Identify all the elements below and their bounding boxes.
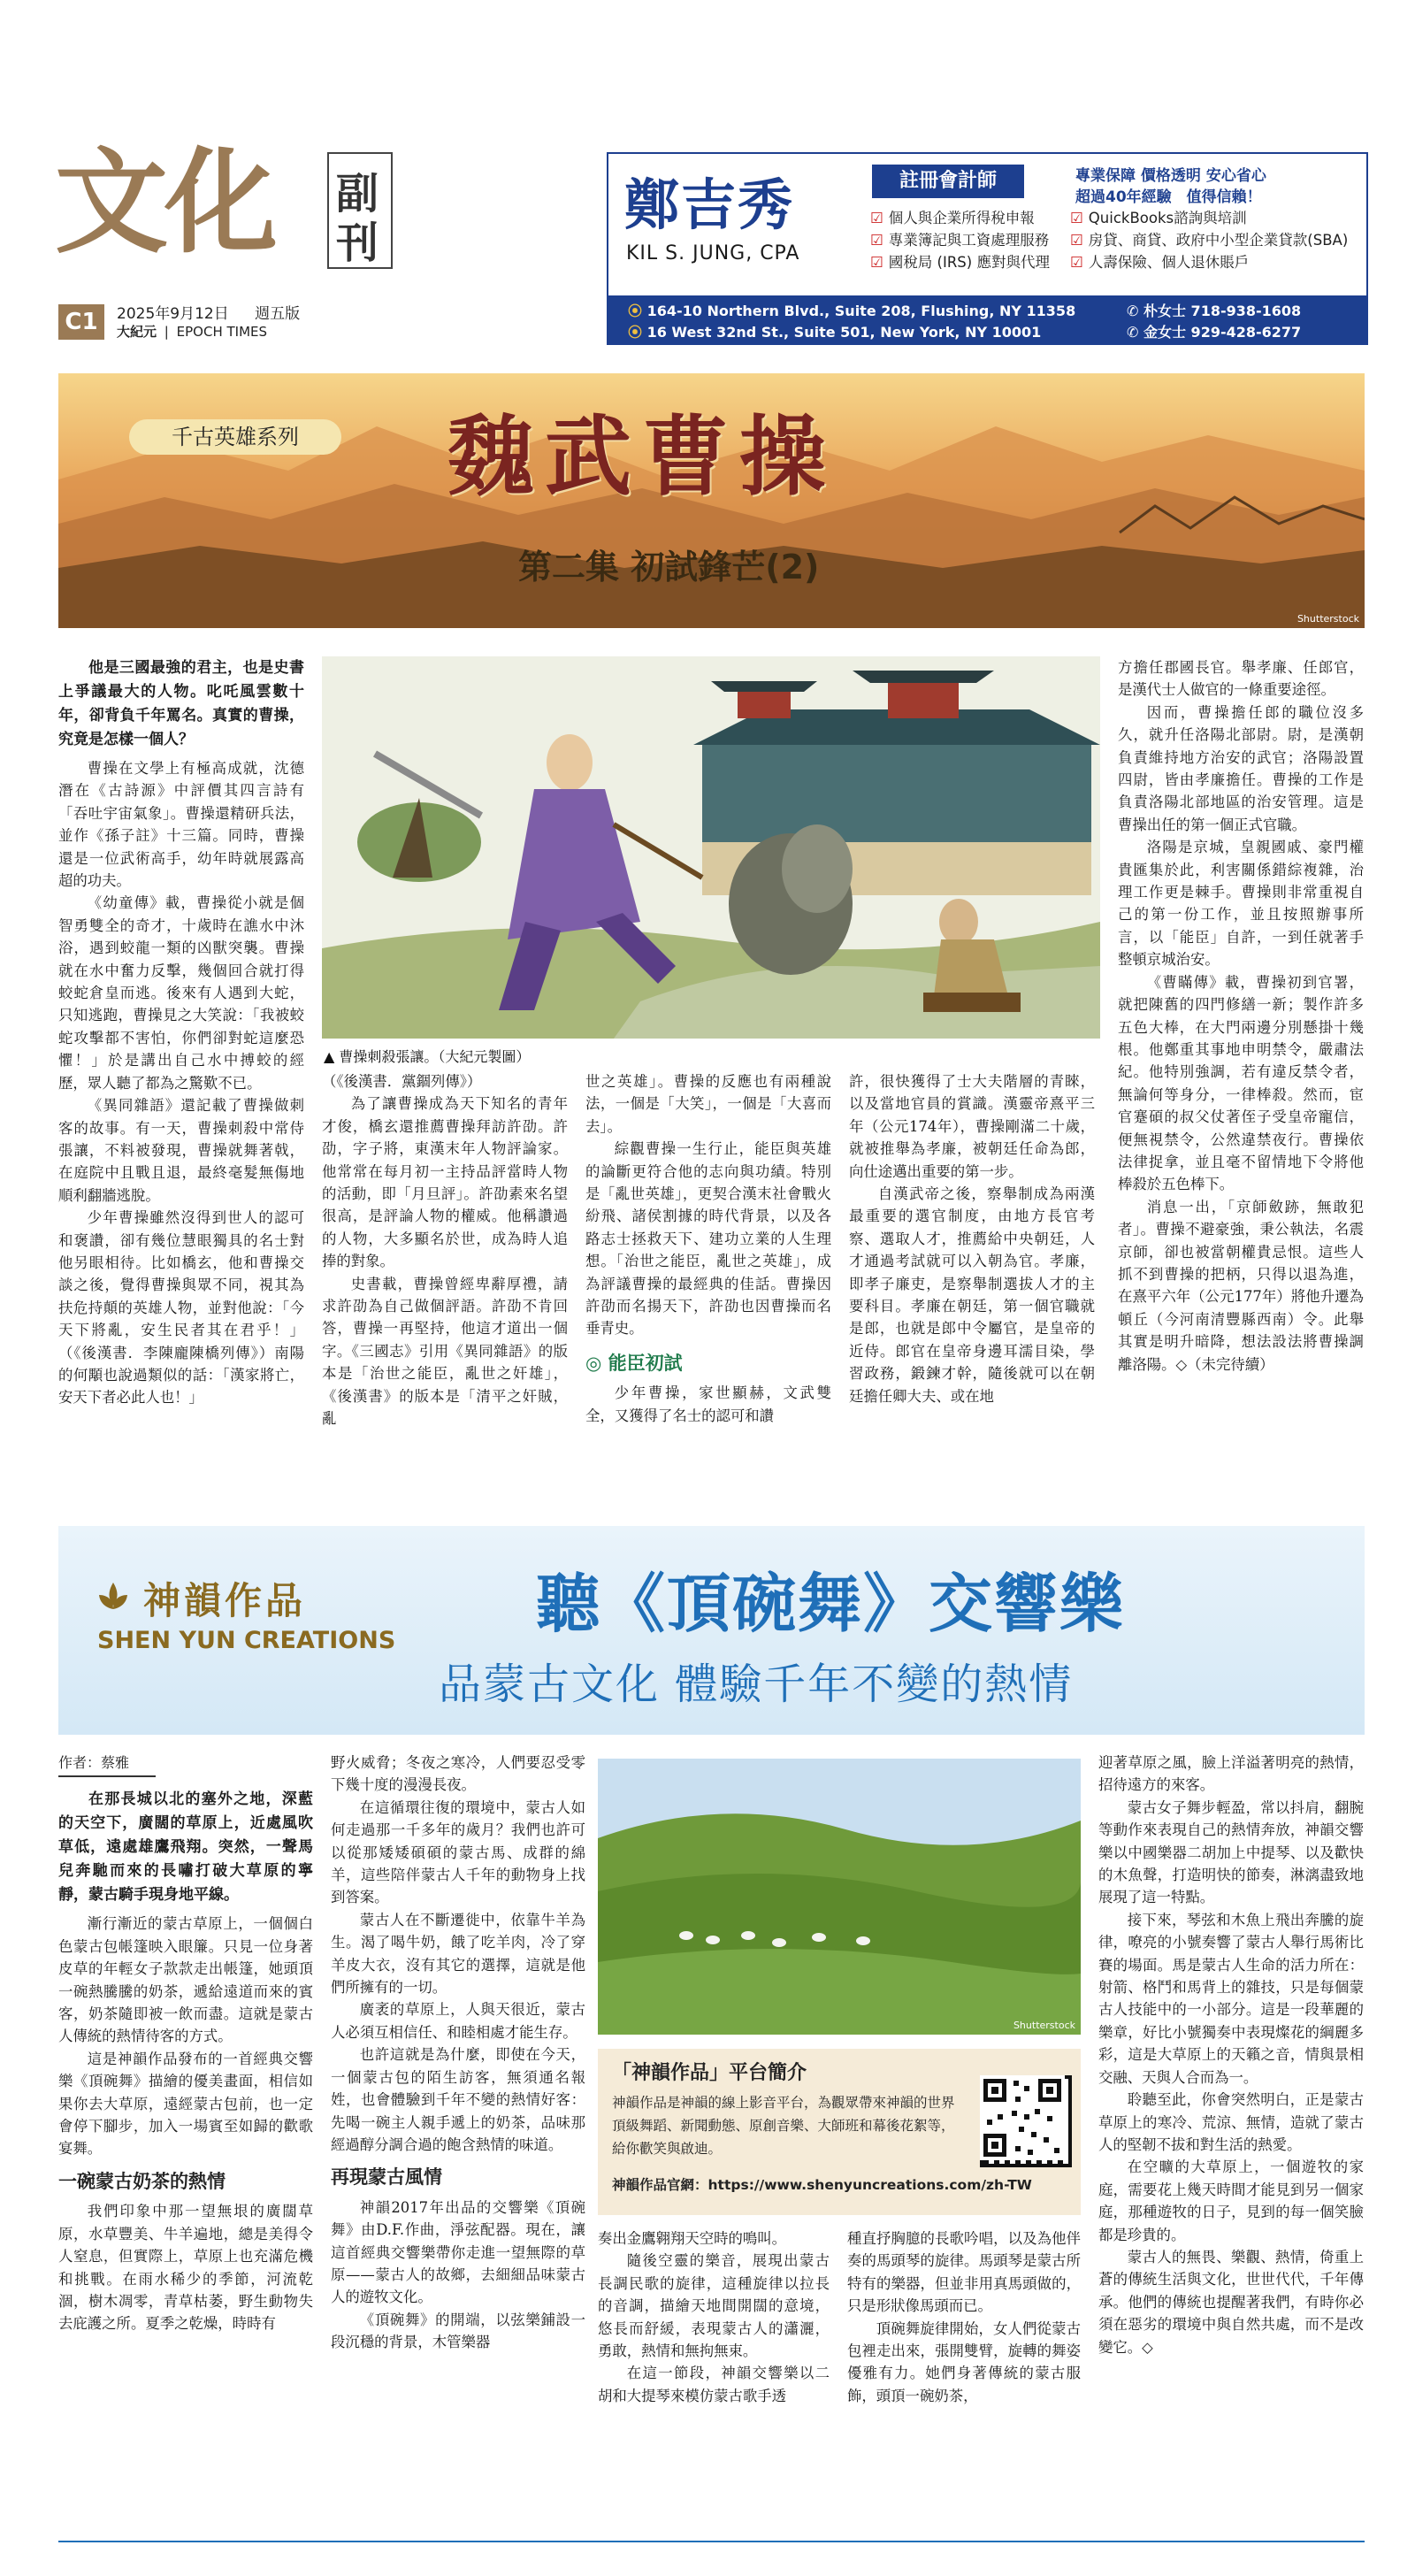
date-text: 2025年9月12日 [117,305,229,323]
article1-paragraph: 少年曹操，家世顯赫，文武雙全，又獲得了名士的認可和讚 [585,1384,831,1424]
heading-bullet-icon: ◎ [585,1352,608,1374]
article1-lead: 他是三國最強的君主，也是史書上爭議最大的人物。叱吒風雲數十年，卻背負千年罵名。真實的曹操，究竟是怎樣一個人？ [58,659,304,748]
article1-paragraph: 洛陽是京城，皇親國戚、豪門權貴匯集於此，利害關係錯綜複雜，治理工作更是棘手。曹操則非常重視自己的第一份工作，並且按照辦事所言，以「能臣」自許，一到任就著手整頓京城治安。 [1118,839,1364,969]
ad-contact-bar [608,295,1366,343]
article1-paragraph: 為了讓曹操成為天下知名的青年才俊，橋玄還推薦曹操拜訪許劭。許劭，字子將，東漢末年人物評論家。他常常在每月初一主持品評當時人物的活動，即「月旦評」。許劭素來名望很高，是評論人物的權威。他稱讚過的人物，大多顯名於世，成為時人追捧的對象。 [322,1095,568,1270]
checkbox-icon: ☑ [1070,232,1083,249]
shenyun-paragraph: 頂碗舞旋律開始，女人們從蒙古包裡走出來，張開雙臂，旋轉的舞姿優雅有力。她們身著傳統的蒙古服飾，頭頂一碗奶茶， [847,2319,1081,2404]
shenyun-paragraph: 也許這就是為什麼，即使在今天，一個蒙古包的陌生訪客，無須通名報姓，也會體驗到千年不變的熱情好客：先喝一碗主人親手遞上的奶茶，品味那經過醇分調合過的飽含熱情的味道。 [331,2046,585,2153]
ad-service-item: ☑ 國稅局 (IRS) 應對與代理 [870,254,1050,271]
checkbox-icon: ☑ [870,254,883,271]
promo-website[interactable] [612,2174,1032,2194]
shenyun-paragraph: 這是神韻作品發布的一首經典交響樂《頂碗舞》描繪的優美畫面，相信如果你去大草原，遠經蒙古包前，也一定會停下腳步，加入一場賓至如歸的歡歌宴舞。 [58,2050,313,2158]
shenyun-paragraph: 神韻2017年出品的交響樂《頂碗舞》由D.F.作曲，淨弦配器。現在，讓這首經典交響樂帶你走進一望無際的草原——蒙古人的故鄉，去細細品味蒙古人的遊牧文化。 [331,2198,585,2306]
paper-en: EPOCH TIMES [176,324,268,340]
ad-service-item: ☑ 房貸、商貸、政府中小型企業貸款(SBA) [1070,232,1349,249]
shenyun-promo-box [598,2049,1081,2215]
episode-subtitle: 第二集 初試鋒芒(2) [518,548,820,586]
article1-paragraph: 世之英雄」。曹操的反應也有兩種說法，一個是「大笑」，一個是「大喜而去」。 [585,1073,831,1135]
location-pin-icon: ⦿ [628,324,643,341]
illustration-caption: ▲ 曹操刺殺張讓。（大紀元製圖） [324,1048,531,1065]
article-title: 魏武曹操 [447,406,838,508]
article1-paragraph: 《異同雜語》還記載了曹操做刺客的故事。有一天，曹操刺殺中常侍張讓，不料被發現，曹操就舞著戟，在庭院中且戰且退，最終毫髮無傷地順利翻牆逃脫。 [58,1097,304,1204]
shenyun-logo-cn: 神韻作品 [143,1579,307,1622]
qr-code-icon[interactable] [980,2075,1072,2167]
article1-paragraph: 《幼童傳》載，曹操從小就是個智勇雙全的奇才，十歲時在譙水中沐浴，遇到蛟龍一類的凶獸突襲。曹操就在水中奮力反擊，幾個回合就打得蛟蛇倉皇而逃。後來有人遇到大蛇，只知逃跑，曹操見之大笑說：「我被蛟蛇攻擊都不害怕，你們卻對蛇這麼恐懼！」於是講出自己水中搏蛟的經歷，眾人聽了都為之驚歎不已。 [58,894,304,1092]
shenyun-subheadline: 品蒙古文化 體驗千年不變的熱情 [439,1660,1074,1709]
ad-service-item: ☑ 人壽保險、個人退休賬戶 [1070,254,1250,271]
shenyun-paragraph: 奏出金鷹翱翔天空時的鳴叫。 [598,2230,787,2247]
article1-column-3 [585,1070,831,1523]
ad-service-item: ☑ 專業簿記與工資處理服務 [870,232,1050,249]
lotus-logo-icon [96,1579,131,1614]
paper-name: 大紀元 | EPOCH TIMES [117,324,268,340]
banner-credit: Shutterstock [1296,613,1359,625]
caocao-illustration-art [322,656,1100,1039]
phone-icon: ✆ [1127,303,1139,319]
shenyun-paragraph: 在這一節段，神韻交響樂以二胡和大提琴來模仿蒙古歌手透 [598,2365,830,2404]
issue-date [117,301,300,323]
shenyun-paragraph: 聆聽至此，你會突然明白，正是蒙古草原上的寒冷、荒涼、無情，造就了蒙古人的堅韌不拔和對生活的熱愛。 [1098,2091,1364,2153]
photo-credit: Shutterstock [1013,2020,1075,2031]
shenyun-column-2 [331,1752,585,2530]
shenyun-paragraph: 隨後空靈的樂音，展現出蒙古長調民歌的旋律，這種旋律以拉長的音調，描繪天地間開闊的意境，悠長而舒緩，表現蒙古人的瀟灑，勇敢，熱情和無拘無束。 [598,2252,830,2360]
series-label: 千古英雄系列 [129,419,341,455]
shenyun-column-4 [847,2227,1081,2530]
shenyun-column-3 [598,2227,830,2530]
ad-name-en: KIL S. JUNG, CPA [626,242,800,264]
page-label: C1 [58,304,104,340]
article1-paragraph: （《後漢書．黨錮列傳》） [322,1073,482,1090]
checkbox-icon: ☑ [1070,210,1083,226]
masthead-title: 文化 [55,137,275,269]
location-pin-icon: ⦿ [628,303,643,319]
article1-paragraph: 少年曹操雖然沒得到世人的認可和褒讚，卻有幾位慧眼獨具的名士對他另眼相待。比如橋玄，他和曹操交談之後，覺得曹操與眾不同，視其為扶危持顛的英雄人物，並對他說：「今天下將亂，安生民者其在君乎！」（《後漢書．李陳龐陳橋列傳》）南陽的何顒也說過類似的話：「漢家將亡，安天下者必此人也！」 [58,1209,304,1407]
shenyun-paragraph: 蒙古人在不斷遷徙中，依靠牛羊為生。渴了喝牛奶，餓了吃羊肉，冷了穿羊皮大衣，沒有其它的選擇，這就是他們所擁有的一切。 [331,1911,585,1997]
section-heading-text: 能臣初試 [608,1352,683,1374]
promo-body: 神韻作品是神韻的線上影音平台，為觀眾帶來神韻的世界頂級舞蹈、新聞動態、原創音樂、大師班和幕後花絮等，給你歡笑與啟迪。 [612,2095,955,2157]
shenyun-header-band [58,1526,1365,1735]
article1-paragraph: 《曹瞞傳》載，曹操初到官署，就把陳舊的四門修繕一新；製作許多五色大棒，在大門兩邊分別懸掛十幾根。他鄭重其事地申明禁令，嚴肅法紀。他特別強調，若有違反禁令者，無論何等身分，一律棒殺。然而，宦官蹇碩的叔父仗著侄子受皇帝寵信，便無視禁令，公然違禁夜行。曹操依法律捉拿，並且毫不留情地下令將他棒殺於五色棒下。 [1118,973,1364,1193]
caocao-illustration [322,656,1100,1039]
shenyun-column-5 [1098,1752,1364,2530]
shenyun-paragraph: 漸行漸近的蒙古草原上，一個個白色蒙古包帳篷映入眼簾。只見一位身著皮草的年輕女子款款走出帳篷，她頭頂一碗熱騰騰的奶茶，遞給遠道而來的賓客，奶茶隨即被一飲而盡。這就是蒙古人傳統的熱情待客的方式。 [58,1915,313,2045]
shenyun-paragraph: 蒙古人的無畏、樂觀、熱情，倚重上蒼的傳統生活與文化，世世代代，千年傳承。他們的傳統也提醒著我們，有時你必須在惡劣的環境中與自然共處，而不是改變它。◇ [1098,2248,1364,2356]
checkbox-icon: ☑ [1070,254,1083,271]
ad-service-item: ☑ 個人與企業所得稅申報 [870,210,1035,226]
shenyun-paragraph: 接下來，琴弦和木魚上飛出奔騰的旋律，嘹亮的小號奏響了蒙古人舉行馬術比賽的場面。馬是蒙古人生命的活力所在：射箭、格鬥和馬背上的雜技，只是每個蒙古人技能中的一小部分。這是一段華麗的樂章，好比小號獨奏中表現燦花的綱麗多彩，這是大草原上的天籟之音，情與景相交融、天與人合而為一。 [1098,1911,1364,2086]
shenyun-logo-en: SHEN YUN CREATIONS [97,1627,396,1654]
article1-paragraph: 曹操在文學上有極高成就，沈德潛在《古詩源》中評價其四言詩有「吞吐宇宙氣象」。曹操還精研兵法，並作《孫子註》十三篇。同時，曹操還是一位武術高手，幼年時就展露高超的功夫。 [58,760,304,890]
paper-cn: 大紀元 [117,324,157,340]
article-banner [58,373,1365,628]
shenyun-paragraph: 迎著草原之風，臉上洋溢著明亮的熱情，招待遠方的來客。 [1098,1754,1364,1794]
ad-slogan-2: 超過40年經驗 值得信賴！ [1075,188,1262,206]
ad-badge: 註冊會計師 [872,165,1024,198]
shenyun-column-1 [58,1752,313,2530]
article1-paragraph: 消息一出，「京師斂跡，無敢犯者」。曹操不避豪強，秉公執法，名震京師，卻也被當朝權貴忌恨。這些人抓不到曹操的把柄，只得以退為進，在熹平六年（公元177年）將他升遷為頓丘（今河南清豐縣西南）令。此舉其實是明升暗降，想法設法將曹操調離洛陽。◇（未完待續） [1118,1198,1364,1373]
article1-column-1 [58,656,304,1523]
checkbox-icon: ☑ [870,210,883,226]
shenyun-paragraph: 種直抒胸臆的長歌吟唱，以及為他伴奏的馬頭琴的旋律。馬頭琴是蒙古所特有的樂器，但並非用真馬頭做的，只是形狀像馬頭而已。 [847,2230,1081,2315]
promo-title: 「神韻作品」平台簡介 [612,2062,807,2084]
article1-column-5 [1118,656,1364,1523]
article1-paragraph: 因而，曹操擔任郎的職位沒多久，就升任洛陽北部尉。尉，是漢朝負責維持地方治安的武官；洛陽設置四尉，皆由孝廉擔任。曹操的工作是負責洛陽北部地區的治安管理。這是曹操出任的第一個正式官職。 [1118,703,1364,833]
article1-paragraph: 綜觀曹操一生行止，能臣與英雄的論斷更符合他的志向與功績。特別是「亂世英雄」，更契合漢末社會戰火紛飛、諸侯割據的時代背景，以及各路志士拯救天下、建功立業的人生理想。「治世之能臣，亂世之英雄」，成為評議曹操的最經典的佳話。曹操因許劭而名揚天下，許劭也因曹操而名垂青史。 [585,1140,831,1338]
article1-paragraph: 史書載，曹操曾經卑辭厚禮，請求許劭為自己做個評語。許劭不肯回答，曹操一再堅持，他這才道出一個字。《三國志》引用《異同雜語》的版本是「治世之能臣，亂世之奸雄」，《後漢書》的版本是「清平之奸賊，亂 [322,1275,568,1428]
ad-address-1: ⦿ 164-10 Northern Blvd., Suite 208, Flushing, NY 11358 [628,303,1076,319]
article1-column-4 [849,1070,1095,1523]
ad-address-2: ⦿ 16 West 32nd St., Suite 501, New York, NY 10001 [628,324,1042,341]
phone-icon: ✆ [1127,324,1139,341]
shenyun-paragraph: 野火威脅；冬夜之寒冷，人們要忍受零下幾十度的漫漫長夜。 [331,1754,585,1794]
shenyun-headline: 聽《頂碗舞》交響樂 [536,1567,1126,1641]
article1-paragraph: 許，很快獲得了士大夫階層的青睞，以及當地官員的賞識。漢靈帝熹平三年（公元174年），曹操剛滿二十歲，就被推舉為孝廉，被朝廷任命為郎，向仕途邁出重要的第一步。 [849,1073,1095,1180]
shenyun-paragraph: 我們印象中那一望無垠的廣闊草原，水草豐美、牛羊遍地，總是美得令人窒息，但實際上，草原上也充滿危機和挑戰。在雨水稀少的季節，河流乾涸，樹木凋零，青草枯萎，野生動物失去庇護之所。夏季之乾燥，時時有 [58,2203,313,2333]
cpa-advertisement[interactable] [607,152,1368,345]
promo-site-url[interactable]: https://www.shenyuncreations.com/zh-TW [708,2177,1032,2193]
masthead-side-char-2: 刊 [336,218,379,268]
author-line: 作者：蔡雅 [58,1752,156,1777]
grassland-photo-art [598,1759,1081,2035]
shenyun-paragraph: 蒙古女子舞步輕盈，常以抖肩，翻腕等動作來表現自己的熱情奔放，神韻交響樂以中國樂器二胡加上中提琴、以及歡快的木魚聲，打造明快的節奏，淋漓盡致地展現了這一特點。 [1098,1798,1364,1906]
article1-paragraph: 方擔任郡國長官。舉孝廉、任郎官，是漢代士人做官的一條重要途徑。 [1118,659,1364,699]
shenyun-paragraph: 在這循環往復的環境中，蒙古人如何走過那一千多年的歲月？我們也許可以從那矮矮碩碩的蒙古馬、成群的綿羊，這些陪伴蒙古人千年的動物身上找到答案。 [331,1798,585,1906]
section-heading: 一碗蒙古奶茶的熱情 [58,2170,226,2192]
section-heading: 再現蒙古風情 [331,2166,442,2189]
promo-site-label: 神韻作品官網： [612,2177,708,2193]
shenyun-lead: 在那長城以北的塞外之地，深藍的天空下，廣闊的草原上，近處風吹草低，遠處雄鷹飛翔。突然，一聲馬兒奔馳而來的長嘯打破大草原的寧靜，蒙古騎手現身地平線。 [58,1790,313,1905]
ad-service-item: ☑ QuickBooks諮詢與培訓 [1070,210,1247,226]
edition-text: 週五版 [255,305,301,323]
ad-phone-1[interactable]: ✆ 朴女士 718-938-1608 [1127,303,1302,319]
article1-paragraph: 自漢武帝之後，察舉制成為兩漢最重要的選官制度，由地方長官考察、選取人才，推薦給中央朝廷，人才通過考試就可以入朝為官。孝廉，即孝子廉吏，是察舉制選拔人才的主要科目。孝廉在朝廷，第一個官職就是郎，也就是郎中令屬官，是皇帝的近侍。郎官在皇帝身邊耳濡目染，學習政務，鍛鍊才幹，隨後就可以在朝廷擔任卿大夫、或在地 [849,1185,1095,1405]
masthead-side-char-1: 副 [336,169,379,218]
ad-phone-2[interactable]: ✆ 金女士 929-428-6277 [1127,324,1302,341]
ad-slogan-1: 專業保障 價格透明 安心省心 [1075,167,1266,185]
shenyun-paragraph: 在空曠的大草原上，一個遊牧的家庭，需要花上幾天時間才能見到另一個家庭，那種遊牧的日子，見到的每一個笑臉都是珍貴的。 [1098,2158,1364,2243]
shenyun-paragraph: 廣袤的草原上，人與天很近，蒙古人必須互相信任、和睦相處才能生存。 [331,2001,585,2041]
page-bottom-divider [58,2541,1365,2542]
ad-name-cn: 鄭吉秀 [624,172,795,237]
shenyun-paragraph: 《頂碗舞》的開端，以弦樂鋪設一段沉穩的背景，木管樂器 [331,2311,585,2351]
grassland-photo [598,1759,1081,2035]
section-heading [585,1353,831,1375]
ad-services-right [1070,207,1348,273]
checkbox-icon: ☑ [870,232,883,249]
ad-services-left [870,207,1050,273]
article1-column-2 [322,1070,568,1523]
